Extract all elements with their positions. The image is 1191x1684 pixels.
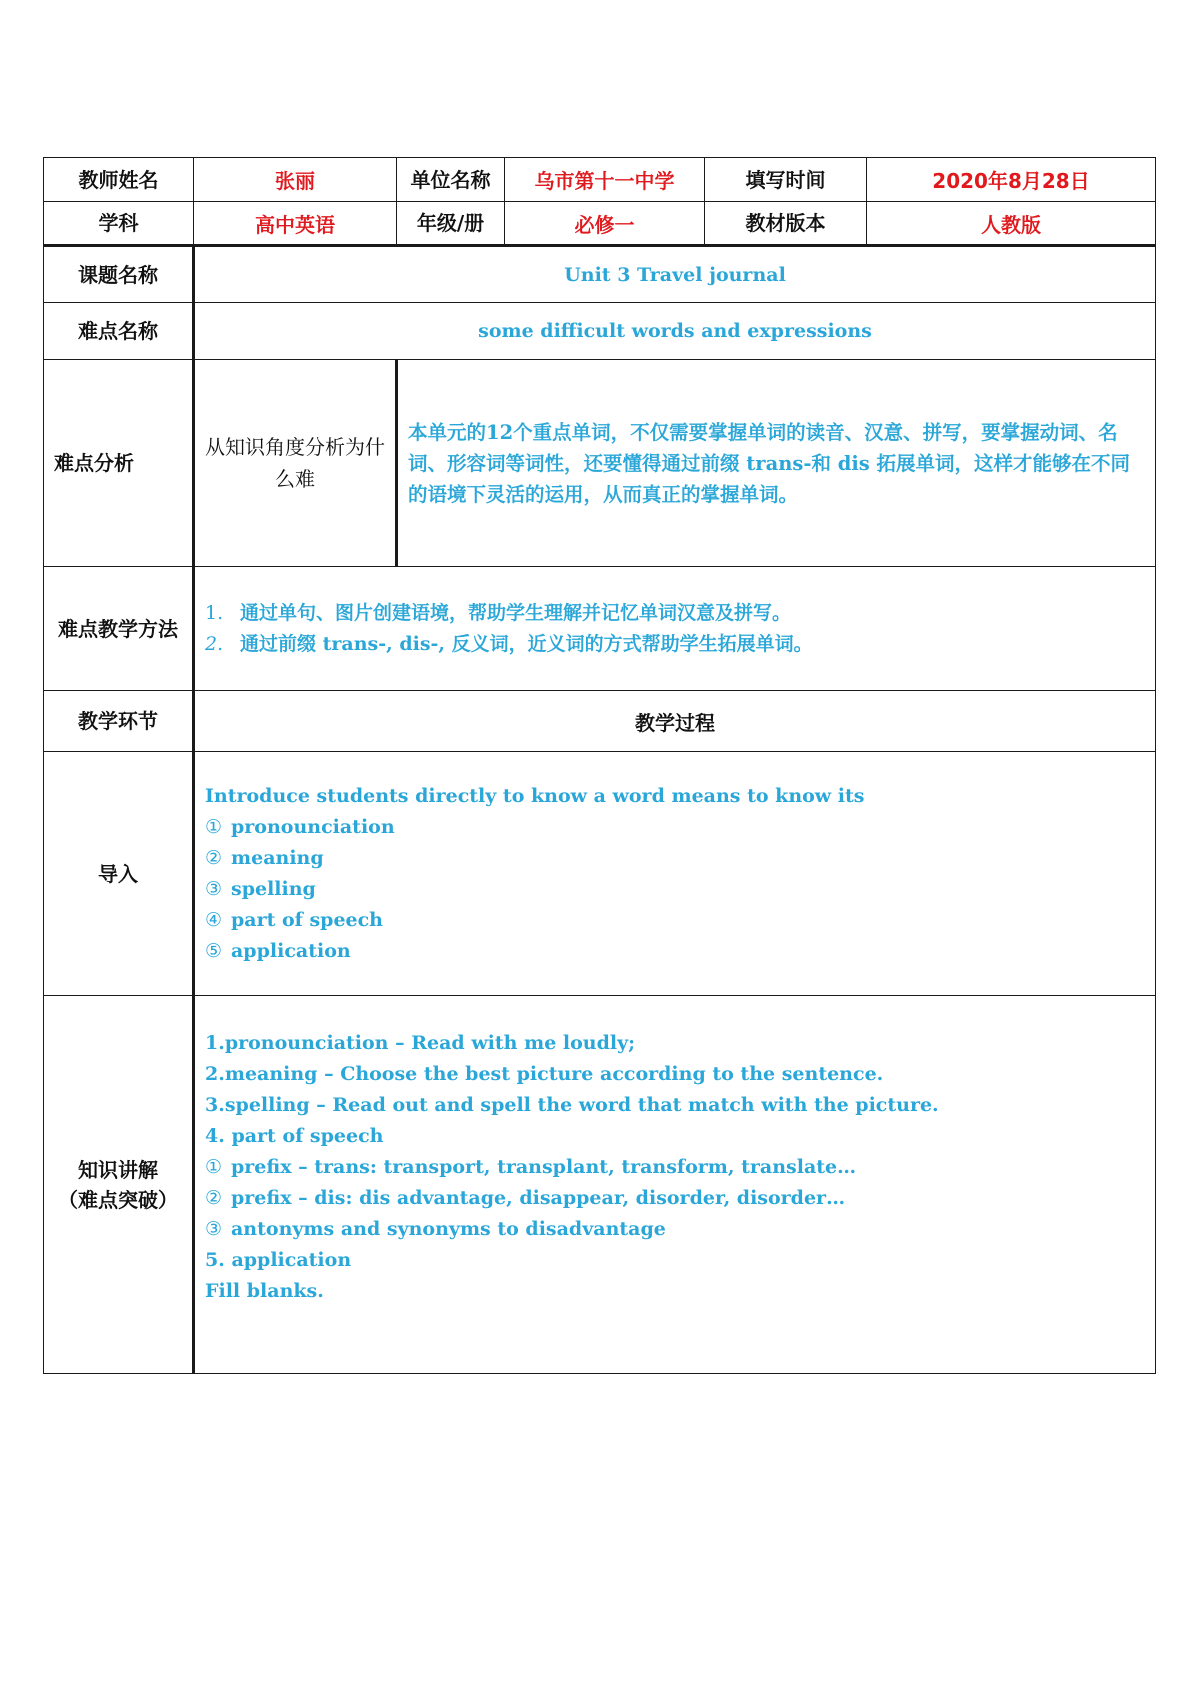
intro-item-text: pronounciation [231, 815, 395, 838]
intro-item [205, 905, 1145, 936]
difficulty-value: some difficult words and expressions [194, 303, 1156, 360]
difficulty-label: 难点名称 [44, 303, 194, 360]
unit-name-value: 乌市第十一中学 [505, 158, 705, 202]
knowledge-line-text: antonyms and synonyms to disadvantage [231, 1218, 666, 1240]
method-item [205, 598, 1145, 629]
circled-number: ④ [205, 908, 223, 931]
lesson-plan-table [43, 157, 1156, 1374]
grade-value: 必修一 [505, 202, 705, 246]
intro-row [44, 752, 1156, 996]
fill-date-label: 填写时间 [705, 158, 867, 202]
method-text: 通过前缀 trans-, dis-, 反义词，近义词的方式帮助学生拓展单词。 [240, 632, 813, 655]
circled-number: ③ [205, 877, 223, 900]
difficulty-row [44, 303, 1156, 360]
knowledge-row [44, 996, 1156, 1374]
intro-item-text: part of speech [231, 908, 383, 931]
topic-label: 课题名称 [44, 246, 194, 303]
unit-name-label: 单位名称 [397, 158, 505, 202]
knowledge-line [205, 1245, 1145, 1276]
circled-number: ⑤ [205, 939, 223, 962]
header-row-1 [44, 158, 1156, 202]
intro-lead: Introduce students directly to know a word means to know its [205, 784, 865, 807]
edition-label: 教材版本 [705, 202, 867, 246]
knowledge-label-line2: （难点突破） [58, 1187, 178, 1212]
method-number: 1. [205, 601, 224, 624]
intro-item [205, 874, 1145, 905]
knowledge-line [205, 1121, 1145, 1152]
intro-label: 导入 [44, 752, 194, 996]
header-row-2 [44, 202, 1156, 246]
circled-number: ① [205, 815, 223, 838]
method-item [205, 629, 1145, 660]
knowledge-line [205, 1090, 1145, 1121]
analysis-text: 本单元的12个重点单词，不仅需要掌握单词的读音、汉意、拼写，要掌握动词、名词、形容词等词性，还要懂得通过前缀 trans-和 dis 拓展单词，这样才能够在不同的语境下灵活的运用，从而真正的掌握单词。 [397, 360, 1156, 567]
topic-value: Unit 3 Travel journal [194, 246, 1156, 303]
knowledge-line [205, 1028, 1145, 1059]
knowledge-line [205, 1059, 1145, 1090]
knowledge-line-text: Fill blanks. [205, 1280, 324, 1302]
intro-item [205, 843, 1145, 874]
knowledge-line-text: 4. part of speech [205, 1125, 384, 1147]
knowledge-line-text: prefix – trans: transport, transplant, transform, translate… [231, 1156, 857, 1178]
circled-number: ② [205, 846, 223, 869]
intro-content [194, 752, 1156, 996]
subject-value: 高中英语 [194, 202, 397, 246]
analysis-label: 难点分析 [44, 360, 194, 567]
knowledge-line-text: 5. application [205, 1249, 352, 1271]
analysis-sub-label: 从知识角度分析为什么难 [194, 360, 397, 567]
knowledge-line [205, 1152, 1145, 1183]
grade-label: 年级/册 [397, 202, 505, 246]
intro-item [205, 812, 1145, 843]
circled-number: ③ [205, 1218, 223, 1240]
process-header-row [44, 691, 1156, 752]
method-number: 2. [205, 632, 224, 655]
methods-row [44, 567, 1156, 691]
subject-label: 学科 [44, 202, 194, 246]
knowledge-line-text: prefix – dis: dis advantage, disappear, disorder, disorder… [231, 1187, 846, 1209]
knowledge-line [205, 1183, 1145, 1214]
teacher-name-label: 教师姓名 [44, 158, 194, 202]
knowledge-content [194, 996, 1156, 1374]
intro-item-text: application [231, 939, 351, 962]
analysis-row [44, 360, 1156, 567]
intro-item-text: meaning [231, 846, 324, 869]
circled-number: ② [205, 1187, 223, 1209]
edition-value: 人教版 [867, 202, 1156, 246]
teaching-stage-label: 教学环节 [44, 691, 194, 752]
knowledge-line-text: 2.meaning – Choose the best picture according to the sentence. [205, 1063, 884, 1085]
knowledge-line [205, 1276, 1145, 1307]
knowledge-label [44, 996, 194, 1374]
knowledge-label-line1: 知识讲解 [78, 1157, 158, 1182]
knowledge-line-text: 1.pronounciation – Read with me loudly; [205, 1032, 636, 1054]
topic-row [44, 246, 1156, 303]
intro-item-text: spelling [231, 877, 316, 900]
teaching-process-label: 教学过程 [194, 691, 1156, 752]
methods-list [194, 567, 1156, 691]
circled-number: ① [205, 1156, 223, 1178]
intro-item [205, 936, 1145, 967]
teacher-name-value: 张丽 [194, 158, 397, 202]
method-text: 通过单句、图片创建语境，帮助学生理解并记忆单词汉意及拼写。 [240, 601, 792, 624]
fill-date-value: 2020年8月28日 [867, 158, 1156, 202]
knowledge-line [205, 1214, 1145, 1245]
methods-label: 难点教学方法 [44, 567, 194, 691]
knowledge-line-text: 3.spelling – Read out and spell the word that match with the picture. [205, 1094, 939, 1116]
